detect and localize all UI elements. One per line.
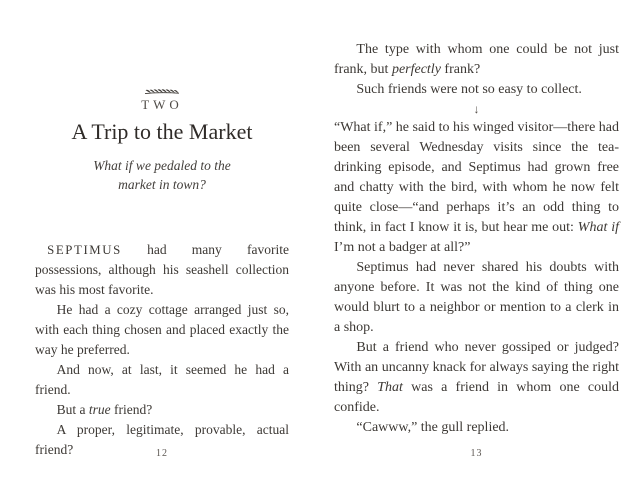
- text-run: Such friends were not so easy to collect.: [356, 82, 582, 97]
- text-run: Septimus had never shared his doubts with anyone before. It was not the kind of thing one would blurt to a neighbor or mention to a clerk in a shop.: [334, 260, 619, 335]
- italic-text-run: That: [377, 380, 403, 395]
- text-run: But a: [56, 402, 89, 417]
- left-page: [35, 0, 289, 480]
- paragraph: [334, 80, 619, 100]
- left-page-text: [35, 240, 289, 460]
- paragraph: [35, 360, 289, 400]
- text-run: “What if,” he said to his winged visitor—there had been several Wednesday visits since the tea-drinking episode, and Septimus had grown free and chatty with the bird, with whom he now felt quite close—“and perhaps it’s an odd thing to think, in fact I know it is, but hear me out:: [334, 120, 619, 235]
- text-run: I’m not a badger at all?”: [334, 240, 471, 255]
- epigraph-line: market in town?: [118, 177, 206, 192]
- chapter-number: TWO: [141, 97, 183, 112]
- text-run: But a friend who never gossiped or judged? With an uncanny knack for always saying the right thing?: [334, 340, 619, 395]
- paragraph: [334, 258, 619, 338]
- italic-text-run: perfectly: [391, 62, 441, 77]
- chapter-title: A Trip to the Market: [71, 119, 253, 144]
- epigraph-line: What if we pedaled to the: [93, 158, 231, 173]
- text-run: And now, at last, it seemed he had a friend.: [35, 362, 289, 397]
- paragraph: [334, 40, 619, 80]
- paragraph: [35, 240, 289, 300]
- chapter-epigraph: [35, 156, 289, 194]
- paragraph: [334, 118, 619, 258]
- section-break-ornament-icon: ↓: [473, 102, 480, 116]
- italic-text-run: true: [88, 402, 111, 417]
- caps-text-run: SEPTIMUS: [47, 243, 122, 257]
- text-run: He had a cozy cottage arranged just so, with each thing chosen and placed exactly the way he preferred.: [35, 302, 289, 357]
- paragraph: [334, 418, 619, 438]
- branch-sprig-icon: [144, 86, 180, 95]
- text-run: friend?: [110, 402, 153, 417]
- text-run: frank?: [440, 62, 481, 77]
- text-run: had many favorite possessions, although his seashell collection was his most favorite.: [35, 242, 289, 297]
- text-run: was a friend in whom one could confide.: [334, 380, 620, 415]
- text-run: “Cawww,” the gull replied.: [356, 420, 510, 435]
- paragraph: [334, 338, 619, 418]
- text-run: The type with whom one could be not just frank, but: [334, 42, 619, 77]
- left-page-number: 12: [156, 448, 168, 459]
- paragraph: [35, 400, 289, 420]
- right-page: [334, 0, 619, 480]
- right-page-number: 13: [470, 448, 483, 459]
- chapter-head: [35, 86, 289, 194]
- paragraph: [35, 300, 289, 360]
- text-run: A proper, legitimate, provable, actual friend?: [35, 422, 289, 457]
- right-page-text: [334, 40, 619, 438]
- italic-text-run: What if: [577, 220, 619, 235]
